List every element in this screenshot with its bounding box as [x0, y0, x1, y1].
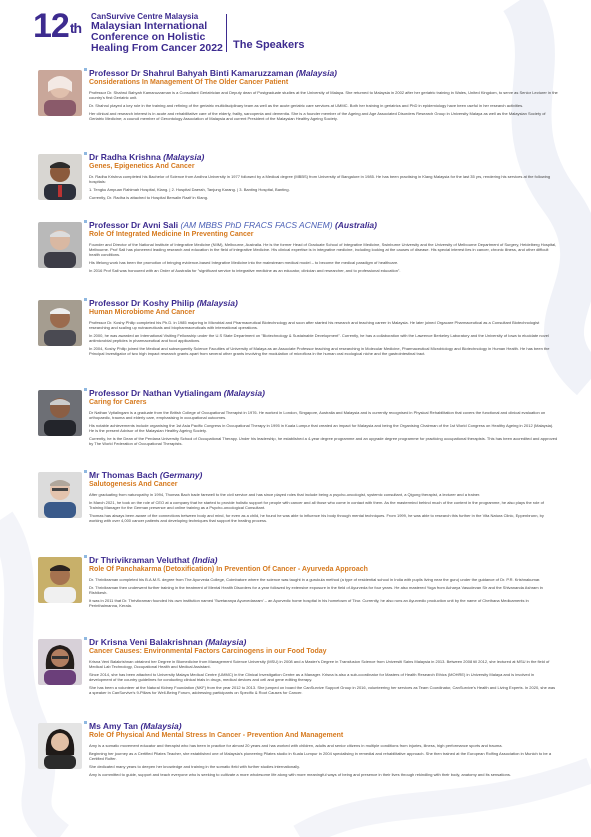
accent-dot [84, 68, 87, 71]
bio-paragraph: Amy is committed to guide, support and teach everyone who is seeking to cultivate a more wholesome life along with more meaningful ways of being and presence in their lives through rekindling with their body, anatomy and its sensations. [89, 772, 511, 777]
speaker-name: Dr Radha Krishna (Malaysia) [89, 152, 205, 162]
speaker-photo [38, 472, 82, 518]
speaker-name: Professor Dr Nathan Vytialingam (Malaysia) [89, 388, 265, 398]
bio-paragraph: Dr. Radha Krishna completed his Bachelor of Science from Andhra University in 1977 followed by a Medical degree (MBBS) from University of Bangalore in 1985. He has been practising in Klang Malaysia for the last 35 yrs, rendering his services at the following hospitals: [89, 174, 551, 184]
section-title: The Speakers [233, 39, 305, 51]
speaker-name: Professor Dr Shahrul Bahyah Binti Kamaruzzaman (Malaysia) [89, 68, 338, 78]
speaker-photo [38, 154, 82, 200]
accent-dot [84, 298, 87, 301]
bio-paragraph: In March 2021, he took on the role of CEO at a company that he started to provide holistic support for people with cancer and all those who come in contact with them. As the mastermind behind much of the content in the programme, he also plays the role of Training Manager for the German presence and online training as a Psycho-oncological Consultant. [89, 500, 544, 510]
speaker-topic: Role Of Integrated Medicine In Preventing Cancer [89, 231, 254, 238]
speaker-name: Dr Krisna Veni Balakrishnan (Malaysia) [89, 637, 247, 647]
bio-paragraph: Currently, he is the Dean of the Perdana University School of Occupational Therapy. Under his leadership, he established a 4-year degree programme and an upgrade degree programme for practicing occupational therapists. This has been accredited and approved by The World Federation of Occupational Therapists. [89, 436, 558, 446]
speaker-photo [38, 723, 82, 769]
bio-paragraph: Amy is a somatic movement educator and therapist who has been in practice for almost 20 years and has worked with children, adults and senior citizens in multiple conditions from injuries, illness, high performance sports and trauma. [89, 743, 503, 748]
accent-dot [84, 220, 87, 223]
bio-paragraph: Thomas has always been aware of the connections between body and mind, for even as a child, he found he was able to influence his body through mental techniques. From 1999, he was able to research this further in the Vita Natura Clinic, Eppenbrunn, by working with over 4,000 cancer patients and developing techniques that support the healing process. [89, 513, 544, 523]
accent-dot [84, 470, 87, 473]
speaker-topic: Genes, Epigenetics And Cancer [89, 163, 195, 170]
speaker-photo [38, 70, 82, 116]
bio-paragraph: In 2016 Prof Sali was honoured with an Order of Australia for "significant service to integrative medicine as an educator, clinician and researcher, and to professional education". [89, 268, 401, 273]
bio-paragraph: Dr. Thrivikraman then underwent further training in the treatment of Mental Health Disorders for a year followed by extensive exposure in the field of Ayurveda for four years. He also mastered Yoga from Acharya Vasudevan Sir and the Shivananda Ashram in Rishikesh. [89, 585, 543, 595]
bio-paragraph: She dedicated many years to deepen her knowledge and training in the somatic field with further studies internationally. [89, 764, 300, 769]
bio-paragraph: In 2004, Koshy Philip joined the Medical and subsequently Science Faculties of University of Malaya as an Associate Professor teaching and researching in Molecular Medicine, Pharmaceutical Microbiology and Biotechnology in Human Health. He has been the Principal Investigator of two high impact research grants apart from several other grants involving the modulation of microflora in the human oral ecological niche and the gastrointestinal tract. [89, 346, 550, 356]
speaker-photo [38, 390, 82, 436]
accent-dot [84, 555, 87, 558]
bio-paragraph: Dr. Shahrul played a key role in the training and refining of the geriatric multidisciplinary team as well as the acute geriatric care services at UMMC. Both her training in geriatrics and PhD in epidemiology have been useful in her research activities. [89, 103, 524, 108]
speaker-name: Dr Thrivikraman Veluthat (India) [89, 555, 218, 565]
header-divider [226, 14, 227, 52]
conference-title-line-2: Conference on Holistic [91, 31, 206, 43]
bio-paragraph: After graduating from naturopathy in 1994, Thomas Bach bade farewell to the civil service and has since played roles that include being a psycho-oncologist, systemic consultant, a Qigong therapist, a lecturer and a trainer. [89, 492, 481, 497]
bio-paragraph: Since 2014, she has been attached to University Malaya Medical Centre (UMMC) in the Clinical Investigation Centre as a Manager. Krisna is also a sub-coordinator for Masters of Health Research Ethics (MOHRE) in University Malaya and is involved in development of the country guidelines for conducting clinical trials in drugs, medical devices and cell and gene editing therapy. [89, 672, 535, 682]
speaker-topic: Role Of Physical And Mental Stress In Cancer - Prevention And Management [89, 732, 344, 739]
bio-paragraph: His lifelong work has been the promotion of bringing evidence-based Integrative Medicine into the mainstream medical model – to become the medical paradigm of healthcare. [89, 260, 399, 265]
bio-paragraph: 1. Tengku Ampuan Rahimah Hospital, Klang. | 2. Hospital Daerah, Tanjung Karang. | 3. Banting Hospital, Banting. [89, 187, 290, 192]
bio-paragraph: Currently, Dr. Radha is attached to Hospital Bersalin Razif in Klang. [89, 195, 209, 200]
speaker-topic: Human Microbiome And Cancer [89, 309, 195, 316]
bio-paragraph: Founder and Director of the National Institute of Integrative Medicine (NIIM), Melbourne, Australia. He is the former Head of Graduate School of Integrative Medicine, Swinburne University and the University of Melbourne Department of Surgery, Heidelberg Hospital, Melbourne. Prof Sali has pioneered leading research and education in the field of integrative Medicine. His clinical expertise is in integrative medicine, including looking at the causes of disease. His special interest lies in cancer, chronic illness, and other difficult health conditions. [89, 242, 557, 257]
speaker-topic: Considerations In Management Of The Older Cancer Patient [89, 79, 289, 86]
speaker-photo [38, 557, 82, 603]
speaker-photo [38, 300, 82, 346]
speaker-topic: Caring for Carers [89, 399, 147, 406]
speaker-photo [38, 222, 82, 268]
speaker-name: Professor Dr Avni Sali (AM MBBS PhD FRACS FACS ACNEM) (Australia) [89, 220, 377, 230]
bio-paragraph: Krisna Veni Balakrishnan obtained her Degree in Biomedicine from Management Science University (MSU) in 2008 and a Master's Degree in Transfusion Science from Universiti Sains Malaysia in 2013. Between 2008 till 2012, she lectured at MSU in the field of Medical Lab Technology, Occupational Health and Medical Assistant. [89, 659, 550, 669]
bio-paragraph: Professor Dr. Koshy Philip completed his Ph.D. in 1985 majoring in Microbial and Pharmaceutical Biotechnology and soon after started his research and teaching career in Malaysia. He later joined Orgacare Pharmaceutical as a Consultant Biotechnologist researching and scaling up nutraceuticals and biopharmaceuticals with international operations. [89, 320, 540, 330]
speaker-topic: Salutogenesis And Cancer [89, 481, 178, 488]
bio-paragraph: It was in 2011 that Dr. Thrivikraman founded his own institution named 'Swetaranya Ayurvedasram' – an Ayurvedic home hospital in his hometown of Tirur. Currently, he also runs an Ayurvedic production unit by the name of Chethana Medicaments in Perinthalmanna, Kerala. [89, 598, 529, 608]
speaker-name: Mr Thomas Bach (Germany) [89, 470, 203, 480]
speaker-photo [38, 639, 82, 685]
bio-paragraph: Beginning her journey as a Certified Pilates Teacher, she established one of Malaysia's pioneering Pilates studio in Kuala Lumpur in 2004 specialising in remedial and rehabilitative approach. She then trained at the European Rolfing Association in Munich to be a Certified Rolfer. [89, 751, 552, 761]
bio-paragraph: Her clinical and research interest is in acute and rehabilitative care of the elderly, frailty, sarcopenia and dementia. She is a founder member of the Ageing and Age Associated Disorders Research Group in University Malaya as well as the Malaysian Society of Geriatric Medicine; a council member of Gerontology Association of Malaysia and current President of the Malaysian Healthy Ageing Society. [89, 111, 546, 121]
page-header [0, 0, 591, 58]
accent-dot [84, 637, 87, 640]
conference-title-block [91, 12, 231, 54]
accent-dot [84, 388, 87, 391]
conference-title-line-1: Malaysian International [91, 20, 208, 32]
bio-paragraph: His notable achievements include organising the 1st Asia Pacific Congress in Occupational Therapy in 1995 in Kuala Lumpur that created an impact for Malaysia and being the Organising Chairman of the 1st World Congress on Healthy Ageing in 2012 (Malaysia). He is the present Advisor of the Malaysian Healthy Ageing Society. [89, 423, 554, 433]
edition-number: 12th [33, 7, 82, 45]
accent-dot [84, 152, 87, 155]
bio-paragraph: In 2000, he was awarded an International Visiting Fellowship under the U.S State Department on "Biotechnology & Sustainable Development". Currently, he has a collaboration with the Lawrence Berkeley Laboratory and the University of Iowa to elucidate novel antimicrobial peptides in pharmaceutical and food applications. [89, 333, 549, 343]
speaker-topic: Role Of Panchakarma (Detoxification) In Prevention Of Cancer - Ayurveda Approach [89, 566, 368, 573]
accent-dot [84, 721, 87, 724]
bio-paragraph: She has been a volunteer at the Natural Kidney Foundation (NKF) from the year 2012 to 2013. She jumped on board the CanSurvive Support Group in 2016, volunteering her services as Team Coordinator, CanSurvive's Health and Living Experts. In 2020, she was a speaker in CanSurvive's 9-Pillars for Well-Being Forum, addressing participants on Specific & Root Causes for Cancer. [89, 685, 556, 695]
speaker-name: Ms Amy Tan (Malaysia) [89, 721, 182, 731]
bio-paragraph: Professor Dr. Shahrul Bahyah Kamaruzzaman is a Consultant Geriatrician and Deputy dean of Postgraduate studies at the University of Malaya. She returned to Malaysia in 2002 after her geriatric training in Wales, United Kingdom, to serve as Senior Lecturer in the country's first Geriatric unit. [89, 90, 558, 100]
conference-title-line-3: Healing From Cancer 2022 [91, 42, 223, 54]
organiser-name: CanSurvive Centre Malaysia [91, 12, 199, 21]
speaker-name: Professor Dr Koshy Philip (Malaysia) [89, 298, 238, 308]
speaker-topic: Cancer Causes: Environmental Factors Carcinogens in our Food Today [89, 648, 327, 655]
bio-paragraph: Dr Nathan Vytialingam is a graduate from the British College of Occupational Therapist in 1976. He worked in London, Singapore, Australia and Malaysia and is currently recognised in Physical Rehabilitation that covers the functional and clinical evaluation on orthopaedic, trauma and elderly care, emphasising in occupational outcomes. [89, 410, 546, 420]
bio-paragraph: Dr. Thrivikraman completed his B.A.M.S. degree from The Ayurveda College, Coimbatore where the science was taught in a gurukula method (a type of residential school in India with pupils living near the guru) under the guidance of Dr. P.R. Krishnakumar. [89, 577, 541, 582]
